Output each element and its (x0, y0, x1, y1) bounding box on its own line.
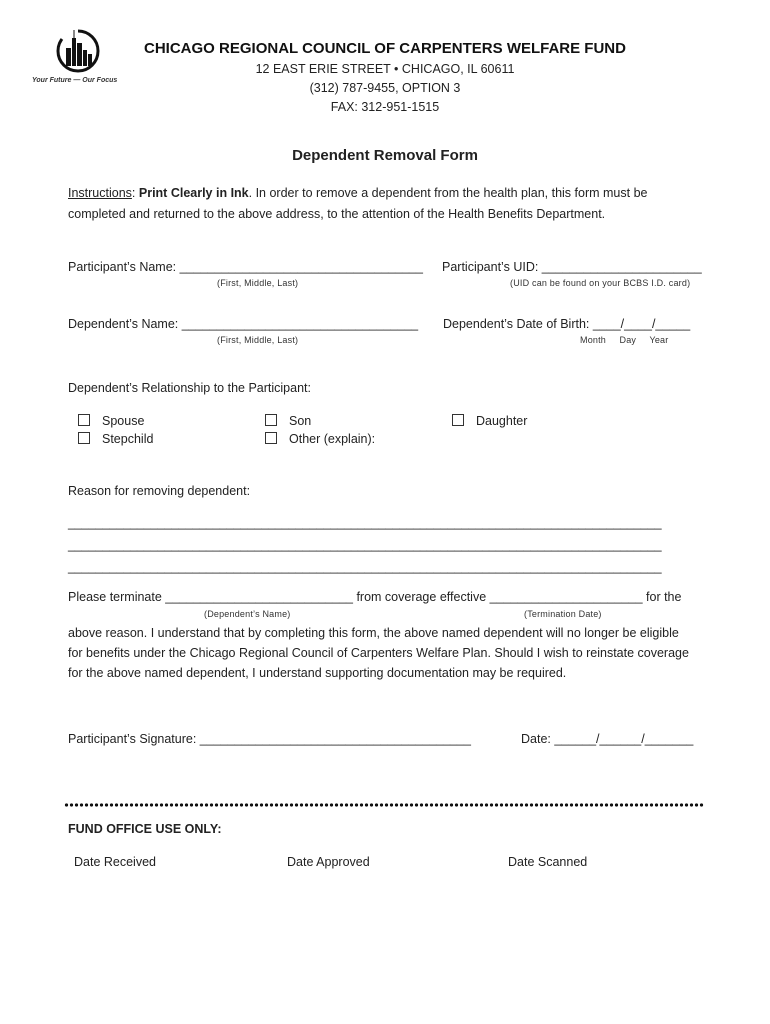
date-received-label: Date Received (74, 855, 156, 869)
logo (28, 26, 128, 88)
reason-line-1[interactable]: ______________________________________________________________________________________ (68, 516, 662, 530)
other-checkbox[interactable] (265, 432, 277, 444)
participant-name-hint: (First, Middle, Last) (217, 278, 299, 288)
relationship-question: Dependent’s Relationship to the Participant: (68, 381, 311, 395)
form-title: Dependent Removal Form (292, 147, 478, 164)
participant-uid-field[interactable]: Participant’s UID: _______________________ (442, 260, 702, 274)
option-daughter[interactable] (452, 414, 527, 428)
terminate-body-1: above reason. I understand that by completing this form, the above named dependent will no longer be eligible (68, 626, 679, 640)
organization-fax: FAX: 312-951-1515 (330, 100, 440, 114)
spouse-checkbox[interactable] (78, 414, 90, 426)
terminate-date-hint: (Termination Date) (524, 609, 602, 619)
instructions-line-1: Instructions: Print Clearly in Ink. In order to remove a dependent from the health plan, this form must be (68, 186, 648, 200)
instructions-label: Instructions (68, 186, 132, 200)
son-checkbox[interactable] (265, 414, 277, 426)
option-other-label: Other (explain): (289, 432, 376, 446)
option-son[interactable] (265, 414, 311, 428)
terminate-name-hint: (Dependent’s Name) (204, 609, 291, 619)
option-spouse[interactable] (78, 414, 144, 428)
dependent-name-field[interactable]: Dependent’s Name: __________________________________ (68, 317, 419, 331)
terminate-body-2: for benefits under the Chicago Regional Council of Carpenters Welfare Plan. Should I wish to reinstate coverage (68, 646, 689, 660)
option-stepchild[interactable] (78, 432, 153, 446)
date-scanned-label: Date Scanned (508, 855, 588, 869)
reason-line-3[interactable]: ______________________________________________________________________________________ (68, 560, 662, 574)
reason-line-2[interactable]: ______________________________________________________________________________________ (68, 538, 662, 552)
reason-label: Reason for removing dependent: (68, 484, 251, 498)
logo-tagline: Your Future — Our Focus (32, 77, 118, 84)
dependent-dob-field[interactable]: Dependent’s Date of Birth: ____/____/_____ (443, 317, 691, 331)
signature-field[interactable]: Participant’s Signature: _______________________________________ (68, 732, 471, 746)
stepchild-checkbox[interactable] (78, 432, 90, 444)
organization-phone: (312) 787-9455, OPTION 3 (309, 81, 461, 95)
date-approved-label: Date Approved (287, 855, 370, 869)
option-other[interactable] (265, 432, 375, 446)
dob-hint: Month Day Year (580, 335, 669, 345)
option-spouse-label: Spouse (102, 414, 145, 428)
option-stepchild-label: Stepchild (102, 432, 154, 446)
participant-uid-hint: (UID can be found on your BCBS I.D. card) (510, 278, 691, 288)
organization-address: 12 EAST ERIE STREET • CHICAGO, IL 60611 (255, 62, 515, 76)
terminate-body-3: for the above named dependent, I understand supporting documentation may be required. (68, 666, 567, 680)
signature-date-field[interactable]: Date: ______/______/_______ (521, 732, 694, 746)
option-son-label: Son (289, 414, 312, 428)
instructions-line-2: completed and returned to the above address, to the attention of the Health Benefits Department. (68, 207, 606, 221)
dependent-name-hint: (First, Middle, Last) (217, 335, 299, 345)
instructions-emphasis: Print Clearly in Ink (138, 186, 249, 200)
office-use-heading: FUND OFFICE USE ONLY: (68, 822, 222, 836)
instructions-text-1: . In order to remove a dependent from the health plan, this form must be (248, 186, 648, 200)
terminate-line[interactable]: Please terminate ___________________________ from coverage effective ______________________ for the (68, 590, 682, 604)
option-daughter-label: Daughter (476, 414, 528, 428)
participant-name-field[interactable]: Participant’s Name: ___________________________________ (68, 260, 423, 274)
organization-name: CHICAGO REGIONAL COUNCIL OF CARPENTERS WELFARE FUND (144, 40, 626, 57)
dotted-divider (64, 803, 704, 807)
daughter-checkbox[interactable] (452, 414, 464, 426)
